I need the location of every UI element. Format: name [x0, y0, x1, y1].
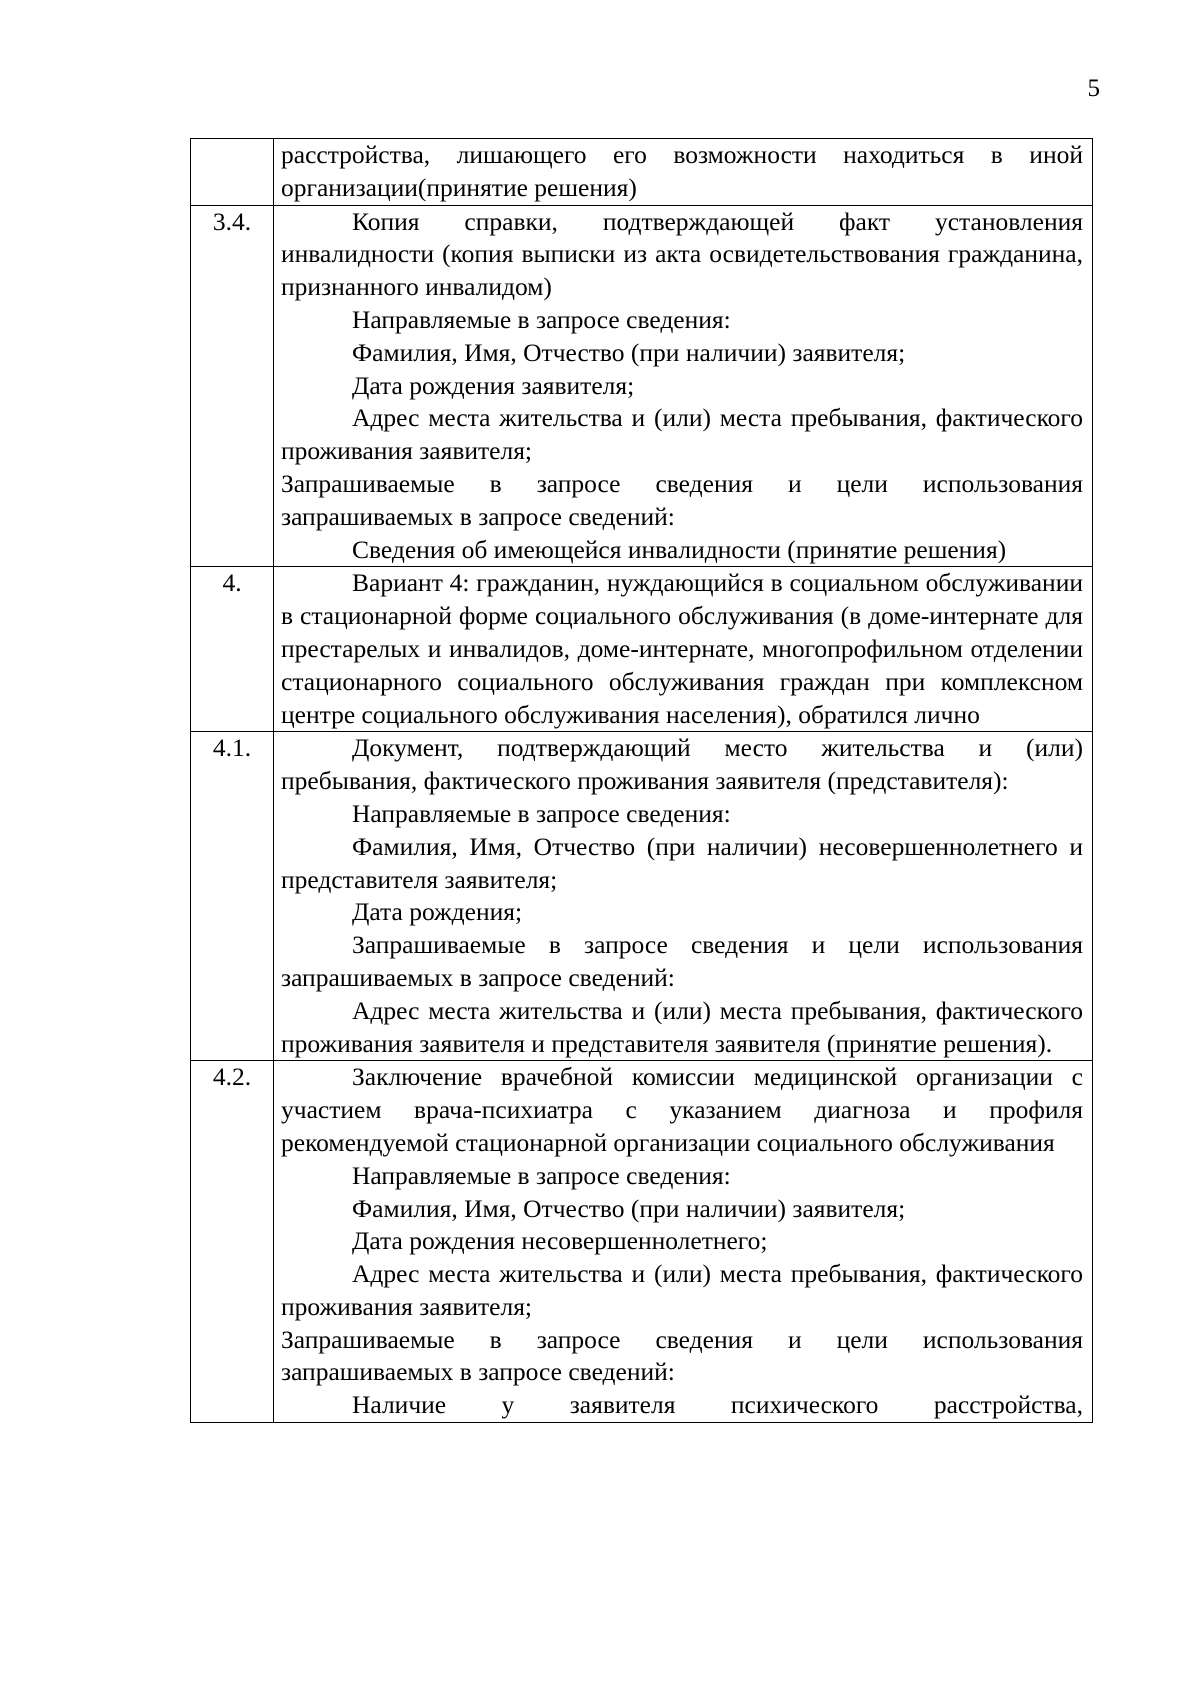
- paragraph: Сведения об имеющейся инвалидности (принятие решения): [352, 534, 1007, 564]
- paragraph: Направляемые в запросе сведения:: [352, 1160, 731, 1190]
- row-number: 4.1.: [191, 732, 274, 1061]
- row-content: [274, 1061, 1093, 1423]
- requirements-table: [190, 138, 1093, 1423]
- page-number: 5: [1087, 75, 1100, 102]
- row-number: 4.2.: [191, 1061, 274, 1423]
- paragraph: Наличие у заявителя психического расстройства,: [352, 1390, 1083, 1420]
- row-number: [191, 139, 274, 206]
- paragraph: Запрашиваемые в запросе сведения и цели использования запрашиваемых в запросе сведений:: [281, 1324, 1083, 1387]
- row-number: 4.: [191, 567, 274, 732]
- paragraph: Фамилия, Имя, Отчество (при наличии) заявителя;: [352, 337, 906, 367]
- paragraph: Вариант 4: гражданин, нуждающийся в социальном обслуживании в стационарной форме социального обслуживания (в доме-интернате для престарелых и инвалидов, доме-интернате, многопрофильном отделении стационарного социального обслуживания граждан при комплексном центре социального обслуживания населения), обратился лично: [281, 568, 1083, 729]
- row-content: [274, 205, 1093, 567]
- paragraph: Адрес места жительства и (или) места пребывания, фактического проживания заявителя;: [281, 1259, 1083, 1321]
- row-content: [274, 139, 1093, 206]
- paragraph: Дата рождения заявителя;: [352, 370, 635, 400]
- paragraph: Документ, подтверждающий место жительства и (или) пребывания, фактического проживания заявителя (представителя):: [281, 733, 1083, 796]
- paragraph: расстройства, лишающего его возможности находиться в иной организации(принятие решения): [281, 140, 1083, 202]
- paragraph: Заключение врачебной комиссии медицинской организации с участием врача-психиатра с указанием диагноза и профиля рекомендуемой стационарной организации социального обслуживания: [281, 1062, 1083, 1157]
- paragraph: Дата рождения несовершеннолетнего;: [352, 1226, 768, 1256]
- paragraph: Запрашиваемые в запросе сведения и цели использования запрашиваемых в запросе сведений:: [281, 930, 1083, 992]
- paragraph: Запрашиваемые в запросе сведения и цели использования запрашиваемых в запросе сведений:: [281, 468, 1083, 531]
- table-row: [191, 567, 1093, 732]
- paragraph: Копия справки, подтверждающей факт установления инвалидности (копия выписки из акта освидетельствования гражданина, признанного инвалидом): [281, 206, 1083, 302]
- row-content: [274, 567, 1093, 732]
- paragraph: Адрес места жительства и (или) места пребывания, фактического проживания заявителя;: [281, 403, 1083, 466]
- paragraph: Направляемые в запросе сведения:: [352, 304, 731, 334]
- row-number: 3.4.: [191, 205, 274, 567]
- row-content: [274, 732, 1093, 1061]
- table-body: [191, 139, 1093, 1423]
- paragraph: Фамилия, Имя, Отчество (при наличии) заявителя;: [352, 1193, 906, 1223]
- paragraph: Направляемые в запросе сведения:: [352, 798, 731, 828]
- table-row: [191, 732, 1093, 1061]
- table-row: [191, 139, 1093, 206]
- paragraph: Адрес места жительства и (или) места пребывания, фактического проживания заявителя и представителя заявителя (принятие решения).: [281, 995, 1083, 1058]
- table-row: [191, 1061, 1093, 1423]
- paragraph: Дата рождения;: [352, 897, 523, 927]
- paragraph: Фамилия, Имя, Отчество (при наличии) несовершеннолетнего и представителя заявителя;: [281, 831, 1083, 894]
- table-row: [191, 205, 1093, 567]
